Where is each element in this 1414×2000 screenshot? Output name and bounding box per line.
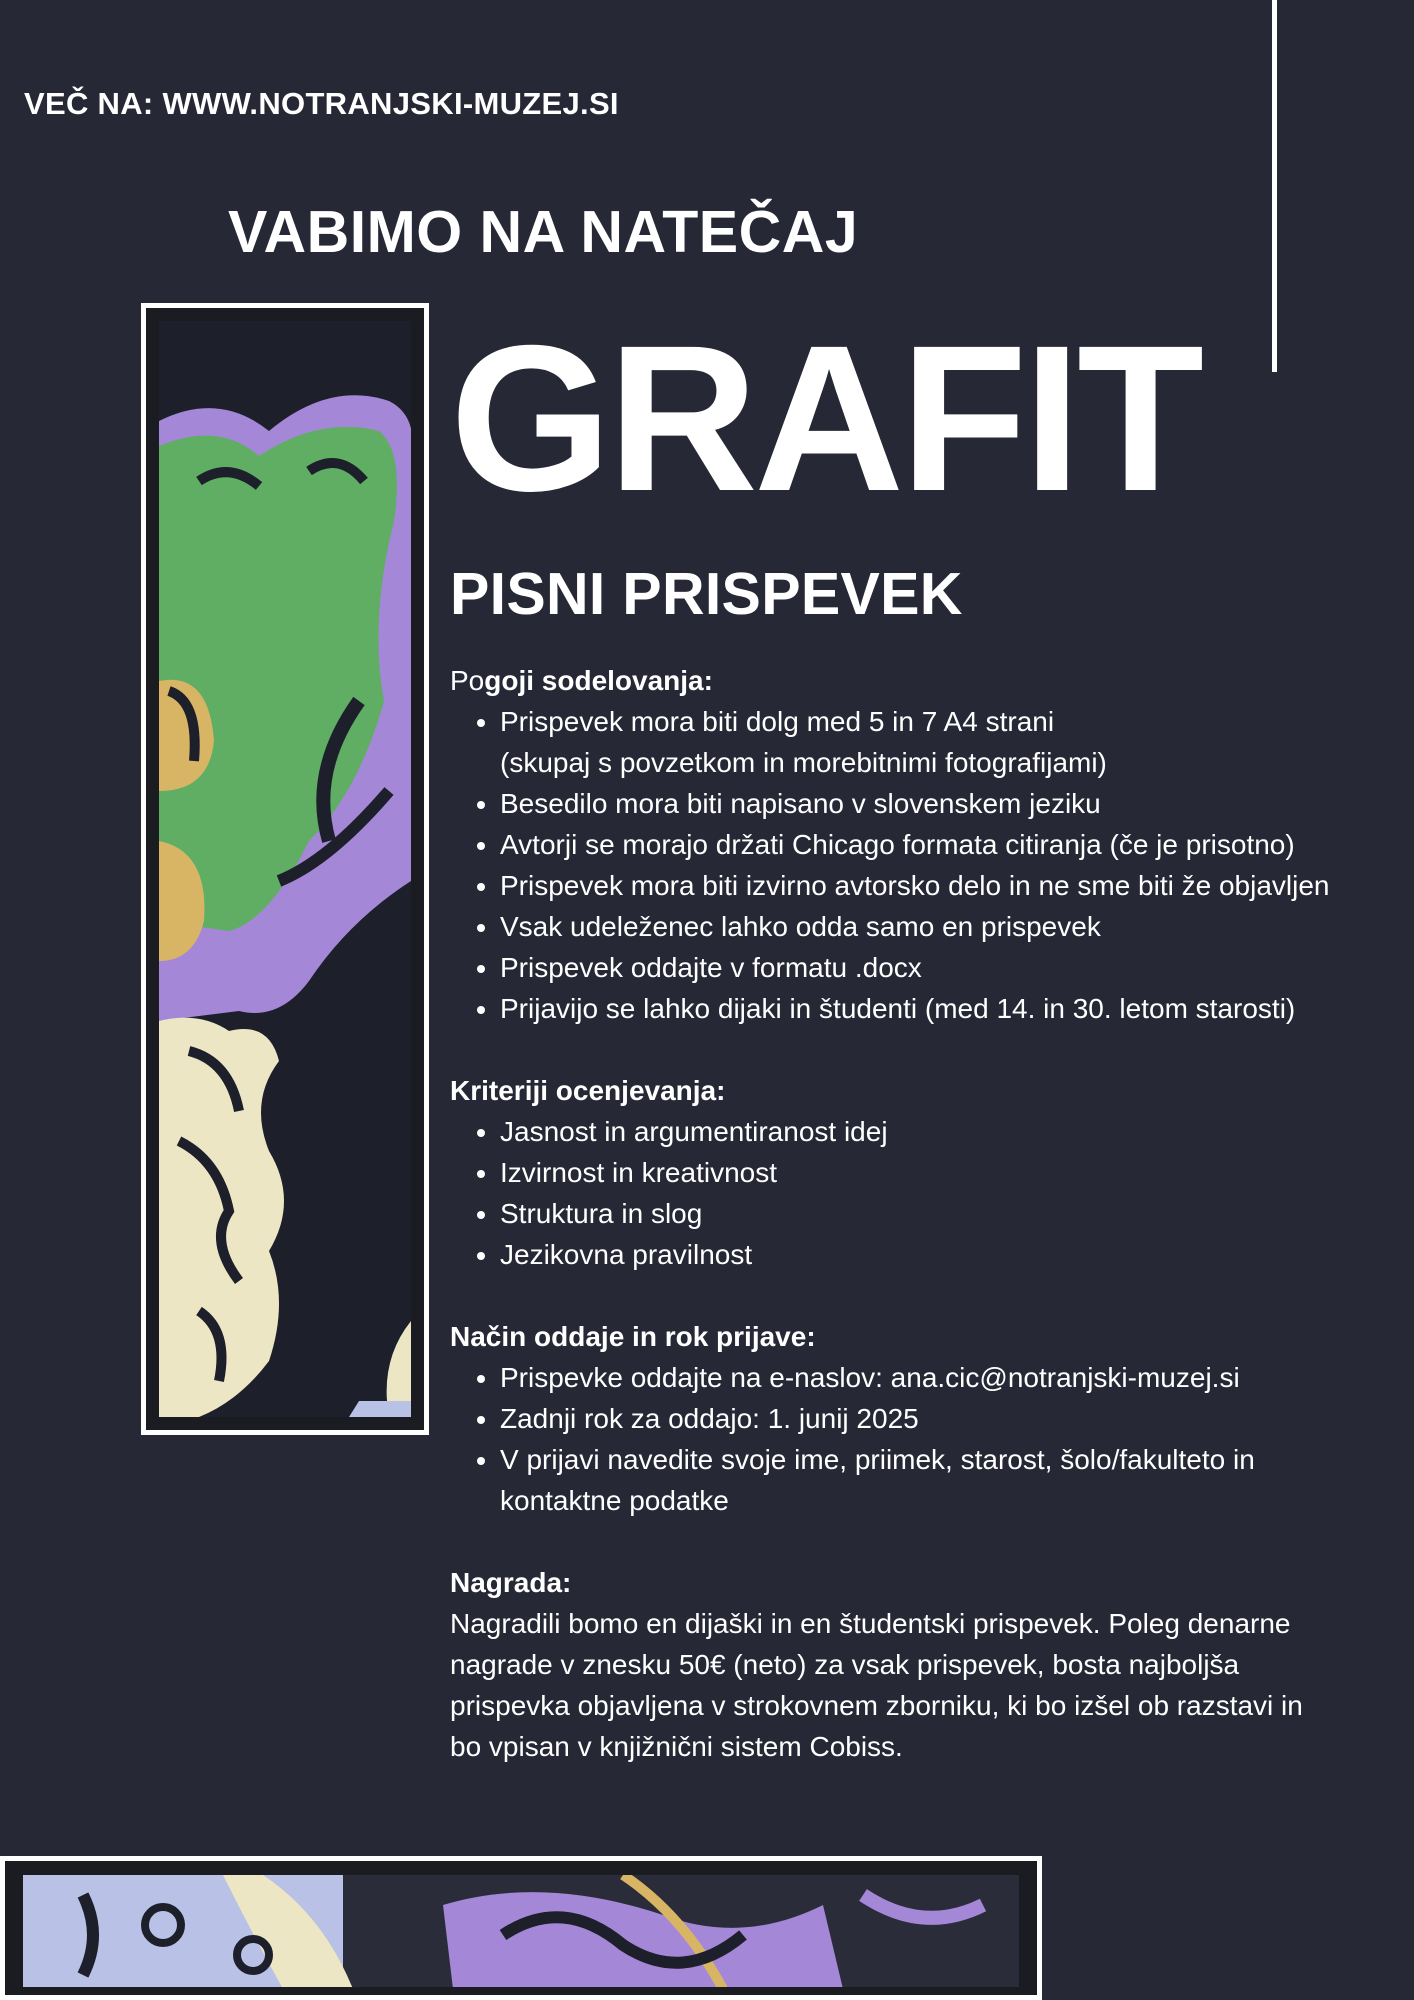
list-item: • Prispevke oddajte na e-naslov: ana.cic@notranjski-muzej.si [500,1357,1390,1398]
list-item: • Prispevek mora biti izvirno avtorsko delo in ne sme biti že objavljen [500,865,1390,906]
content-body [450,660,1390,1767]
conditions-heading-prefix: Po [450,665,485,696]
graffiti-photo-vertical-frame [141,303,429,1435]
page-title: GRAFIT [450,303,1201,535]
list-item: • Avtorji se morajo držati Chicago formata citiranja (če je prisotno) [500,824,1390,865]
list-item: • Besedilo mora biti napisano v slovenskem jeziku [500,783,1390,824]
list-item [500,1439,1390,1521]
list-item-text: Prispevek mora biti dolg med 5 in 7 A4 strani [500,706,1055,737]
page-subtitle: PISNI PRISPEVEK [450,561,963,627]
list-item [500,701,1390,783]
list-item-text: kontaktne podatke [500,1485,729,1516]
criteria-heading: Kriteriji ocenjevanja: [450,1075,726,1106]
graffiti-photo-horizontal [23,1875,1019,1987]
list-item: • Zadnji rok za oddajo: 1. junij 2025 [500,1398,1390,1439]
award-text [450,1603,1390,1767]
conditions-heading-text: goji sodelovanja: [484,665,713,696]
website-link[interactable]: VEČ NA: WWW.NOTRANJSKI-MUZEJ.SI [24,86,619,121]
decorative-vertical-line [1272,0,1277,372]
invite-heading: VABIMO NA NATEČAJ [228,199,859,265]
award-line: nagrade v znesku 50€ (neto) za vsak prispevek, bosta najboljša [450,1649,1240,1680]
award-heading: Nagrada: [450,1567,572,1598]
list-item: • Struktura in slog [500,1193,1390,1234]
graffiti-photo-vertical [159,321,411,1417]
list-item-text: (skupaj s povzetkom in morebitnimi fotografijami) [500,747,1107,778]
award-line: bo vpisan v knjižnični sistem Cobiss. [450,1731,903,1762]
conditions-list [450,701,1390,1029]
criteria-list [450,1111,1390,1275]
submission-list [450,1357,1390,1521]
list-item: • Jasnost in argumentiranost idej [500,1111,1390,1152]
graffiti-photo-horizontal-frame [0,1856,1042,2000]
list-item: • Vsak udeleženec lahko odda samo en prispevek [500,906,1390,947]
list-item: • Jezikovna pravilnost [500,1234,1390,1275]
submission-heading: Način oddaje in rok prijave: [450,1321,816,1352]
list-item-text: V prijavi navedite svoje ime, priimek, starost, šolo/fakulteto in [500,1444,1255,1475]
list-item: • Izvirnost in kreativnost [500,1152,1390,1193]
award-line: Nagradili bomo en dijaški in en študentski prispevek. Poleg denarne [450,1608,1291,1639]
list-item: • Prispevek oddajte v formatu .docx [500,947,1390,988]
conditions-heading [450,660,1390,701]
award-line: prispevka objavljena v strokovnem zborniku, ki bo izšel ob razstavi in [450,1690,1303,1721]
list-item: • Prijavijo se lahko dijaki in študenti (med 14. in 30. letom starosti) [500,988,1390,1029]
